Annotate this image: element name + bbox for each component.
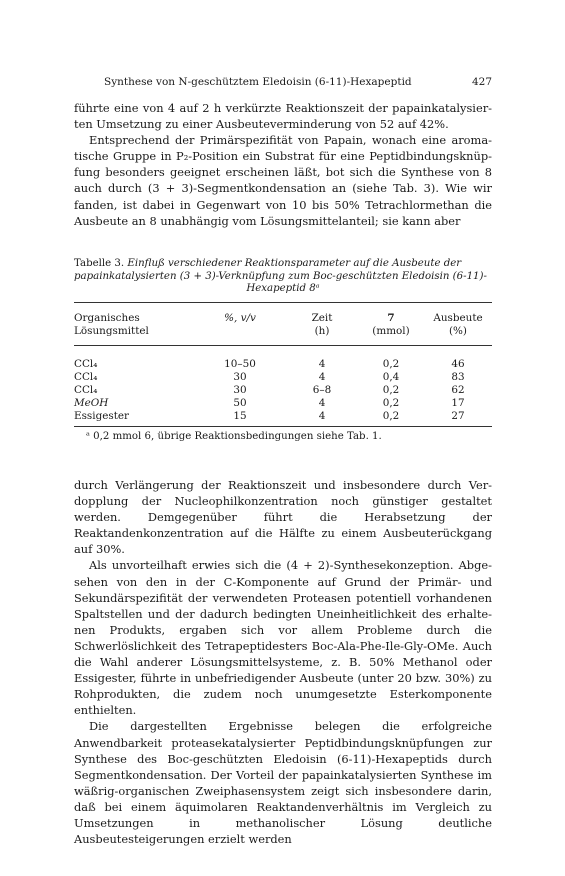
table-row	[74, 384, 492, 397]
table-row	[74, 358, 492, 371]
table-cell: 0,4	[382, 371, 400, 383]
column-header: Zeit	[311, 312, 333, 324]
column-header	[194, 325, 286, 338]
table-cell: Essigester	[74, 410, 129, 422]
table-row	[74, 397, 492, 410]
table-cell: CCl₄	[74, 371, 98, 383]
table-bottom-rule	[74, 426, 492, 427]
table-row	[74, 371, 492, 384]
table-top-rule	[74, 302, 492, 303]
paragraph: durch Verlängerung der Reaktionszeit und insbesondere durch Verdopplung der Nucleophilkonzentration noch günstiger gestaltet werden. Demgegenüber führt die Herabsetzung der Reaktandenkonzentration auf die Hälfte zu einem Ausbeuterückgang auf 30%.	[74, 478, 492, 557]
table-cell: 50	[233, 397, 247, 409]
table-cell: 0,2	[382, 397, 400, 409]
column-header: %, v/v	[224, 312, 256, 324]
paragraph: Die dargestellten Ergebnisse belegen die erfolgreiche Anwendbarkeit proteasekatalysierter Peptidbindungsknüpfungen zur Synthese des Boc-geschützten Eledoisin (6-11)-Hexapeptids durch Segmentkondensation. Der Vorteil der papainkatalysierten Synthese im wäßrig-organischen Zweiphasensystem zeigt sich insbesondere darin, daß bei einem äquimolaren Reaktandenverhältnis im Vergleich zu Umsetzungen in methanolischer Lösung deutliche Ausbeutesteigerungen erzielt werden	[74, 719, 492, 847]
table-header-row	[74, 325, 492, 338]
table-cell: 62	[451, 384, 465, 396]
table-header-row	[74, 312, 492, 325]
column-header: Lösungsmittel	[74, 325, 149, 337]
body-text-bottom	[74, 477, 492, 847]
caption-line: Hexapeptid 8ᵃ	[246, 283, 320, 294]
column-header: Ausbeute	[433, 312, 483, 324]
column-header: (h)	[314, 325, 330, 337]
table-cell: 27	[451, 410, 465, 422]
table-cell: MeOH	[74, 397, 109, 409]
table-cell: 17	[451, 397, 465, 409]
table-cell: CCl₄	[74, 358, 98, 370]
table-cell: CCl₄	[74, 384, 98, 396]
table-cell: 4	[318, 371, 326, 383]
paragraph: Entsprechend der Primärspezifität von Papain, wonach eine aromatische Gruppe in P₂-Position ein Substrat für eine Peptidbindungsknüpfung besonders geeignet erscheinen läßt, bot sich die Synthese von 8 auch durch (3 + 3)-Segmentkondensation an (siehe Tab. 3). Wie wir fanden, ist dabei in Gegenwart von 10 bis 50% Tetrachlormethan die Ausbeute an 8 unabhängig vom Lösungsmittelanteil; sie kann aber	[74, 133, 492, 228]
table-caption	[74, 258, 492, 296]
body-text-top	[74, 100, 492, 229]
column-header: (mmol)	[372, 325, 410, 337]
page-number: 427	[471, 76, 492, 88]
table-cell: 30	[233, 371, 247, 383]
caption-title: Einfluß verschiedener Reaktionsparameter auf die Ausbeute der	[127, 258, 462, 269]
table-cell: 0,2	[382, 410, 400, 422]
column-header: (%)	[449, 325, 467, 337]
table-cell: 10–50	[224, 358, 256, 370]
caption-label: Tabelle 3.	[74, 258, 125, 269]
table-footnote: ᵃ 0,2 mmol 6, übrige Reaktionsbedingungen siehe Tab. 1.	[86, 431, 382, 442]
table-header-rule	[74, 345, 492, 346]
table-cell: 4	[318, 410, 326, 422]
column-header: Organisches	[74, 312, 140, 324]
table-cell: 83	[451, 371, 465, 383]
table-cell: 4	[318, 397, 326, 409]
paragraph: Als unvorteilhaft erwies sich die (4 + 2)-Synthesekonzeption. Abgesehen von den in der C-Komponente auf Grund der Primär- und Sekundärspezifität der verwendeten Proteasen potentiell vorhandenen Spaltstellen und der dadurch bedingten Uneinheitlichkeit des erhaltenen Produkts, ergaben sich vor allem Probleme durch die Schwerlöslichkeit des Tetrapeptidesters Boc-Ala-Phe-Ile-Gly-OMe. Auch die Wahl anderer Lösungsmittelsysteme, z. B. 50% Methanol oder Essigester, führte in unbefriedigender Ausbeute (unter 20 bzw. 30%) zu Rohprodukten, die zudem noch unumgesetzte Esterkomponente enthielten.	[74, 558, 492, 718]
table-cell: 15	[233, 410, 247, 422]
table-cell: 0,2	[382, 384, 400, 396]
table-cell: 6–8	[312, 384, 332, 396]
table-cell: 30	[233, 384, 247, 396]
table-row	[74, 410, 492, 423]
caption-line	[74, 258, 492, 271]
table-cell: 46	[451, 358, 465, 370]
column-header: 7	[387, 312, 395, 324]
table-cell: 0,2	[382, 358, 400, 370]
running-head-title: Synthese von N-geschütztem Eledoisin (6-11)-Hexapeptid	[104, 76, 412, 88]
results-table	[74, 312, 492, 338]
table-cell: 4	[318, 358, 326, 370]
caption-line: papainkatalysierten (3 + 3)-Verknüpfung zum Boc-geschützten Eledoisin (6-11)-	[74, 270, 487, 282]
paragraph: führte eine von 4 auf 2 h verkürzte Reaktionszeit der papainkatalysierten Umsetzung zu einer Ausbeuteverminderung von 52 auf 42%.	[74, 101, 492, 132]
results-table-body	[74, 358, 492, 423]
